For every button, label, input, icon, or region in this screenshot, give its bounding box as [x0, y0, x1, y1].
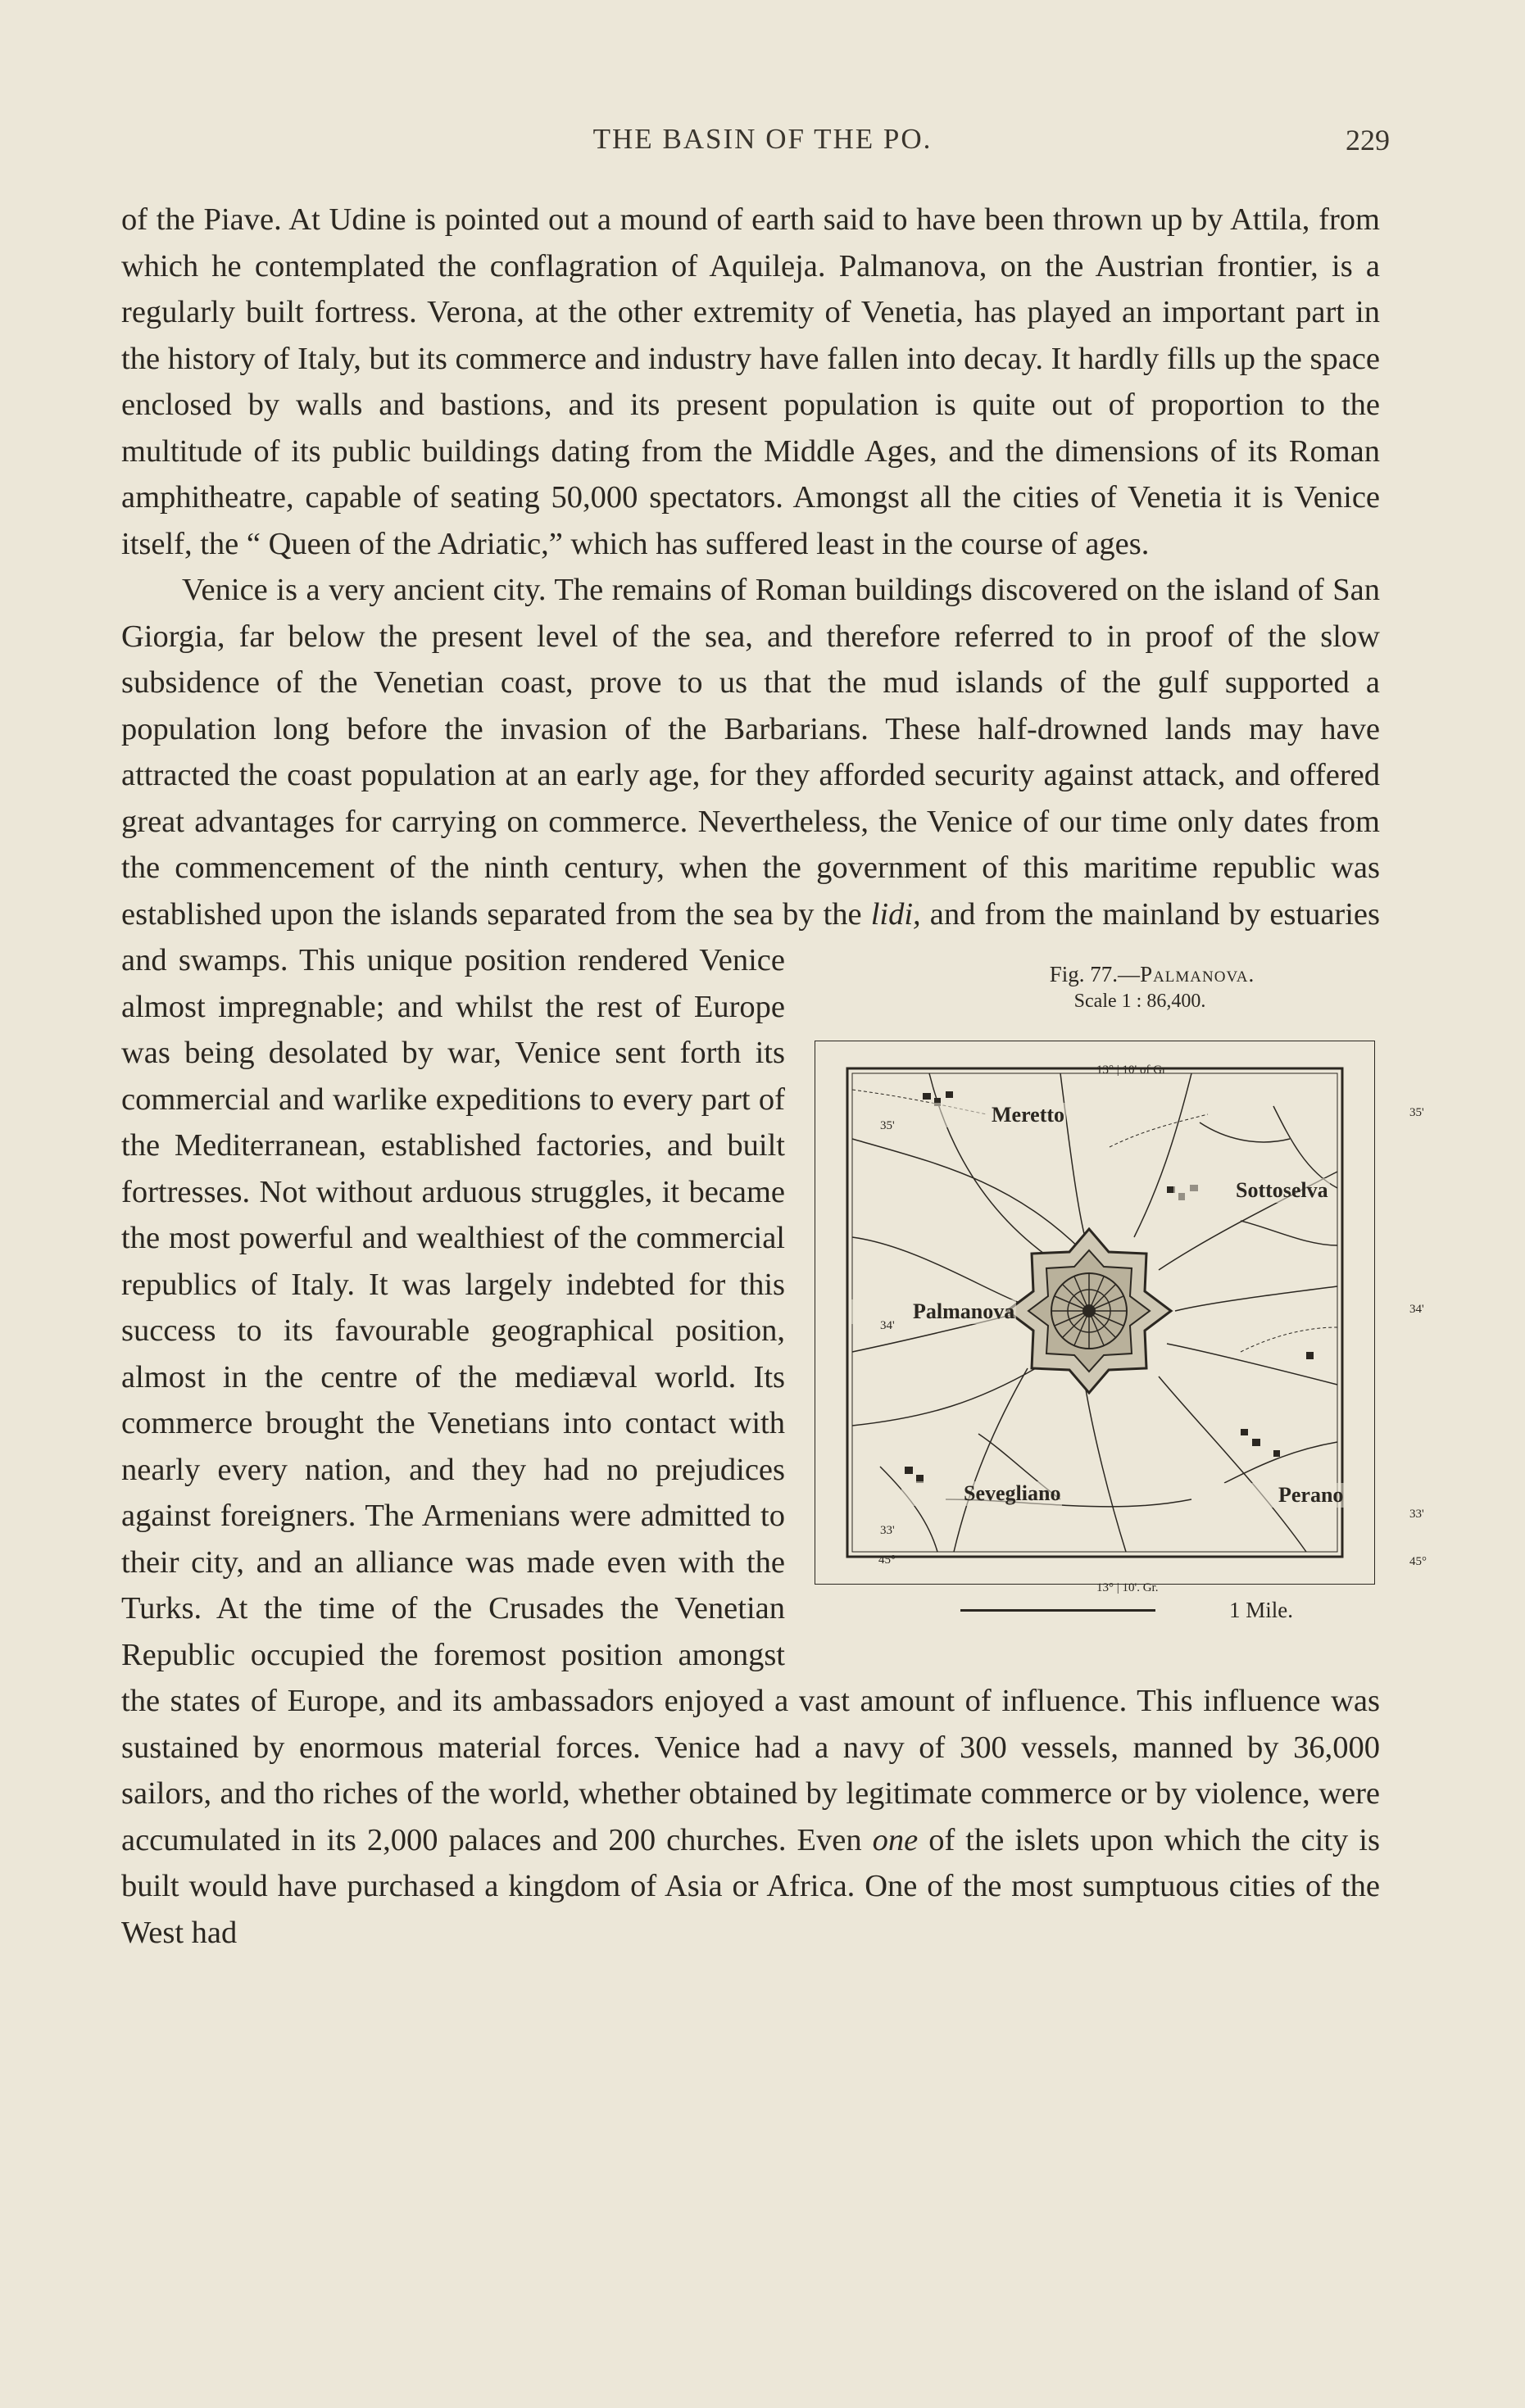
body-text [121, 197, 1427, 1956]
tick-left-low: 33' [880, 1524, 895, 1537]
page-number: 229 [1346, 124, 1390, 156]
tick-left-mid: 34' [880, 1319, 895, 1332]
italic-one: one [872, 1822, 919, 1857]
tick-right-top: 35' [1409, 1106, 1424, 1119]
tick-right-mid: 34' [1409, 1303, 1424, 1316]
figure-caption [864, 960, 1380, 988]
figure-title: Palmanova. [1140, 962, 1255, 986]
fortress-palmanova [1007, 1229, 1171, 1393]
place-meretto: Meretto [929, 1103, 1066, 1127]
map-palmanova [815, 1041, 1427, 1594]
figure-number: Fig. 77.— [1049, 962, 1141, 986]
page-header [0, 123, 1525, 164]
scale-bar-line [960, 1609, 1155, 1612]
tick-top: 13° | 10' of Gr [1096, 1063, 1167, 1077]
paragraph-1: of the Piave. At Udine is pointed out a mound of earth said to have been thrown up by Attila, from which he contemplated the conflagration of Aquileja. Palmanova, on the Austrian frontier, is a regularly built fortress. Verona, at the other extremity of Venetia, has played an important part in the history of Italy, but its commerce and industry have fallen into decay. It hardly fills up the space enclosed by walls and bastions, and its present population is quite out of proportion to the multitude of its public buildings dating from the Middle Ages, and the dimensions of its Roman amphitheatre, capable of seating 50,000 spectators. Amongst all the cities of Venetia it is Venice itself, the “ Queen of the Adriatic,” which has suffered least in the course of ages. [121, 202, 1380, 561]
scale-bar-label: 1 Mile. [1229, 1598, 1293, 1622]
place-perano: Perano [1216, 1483, 1345, 1508]
paragraph-2-part-b: and from the mainland by estuaries and swamps. This unique position rendered Venice almost impregnable; and whilst the rest of Europe was being desolated by war, Venice sent forth its commercial and warlike expeditions to every part of the Mediterranean, established factories, and built fortresses. Not without arduous struggles, it became the most powerful and wealthiest of the commercial republics of Italy. It was largely indebted for this success to its favourable geographical position, almost in the centre of the mediæval world. Its commerce brought the Venetians into contact with nearly every nation, and they had no prejudices against foreigners. The Armenians were admitted to their city, and an alliance was made even with the Turks. At the time of the Crusades the Venetian Republic occupied the foremost position amongst the states of Europe, and its ambassadors enjoyed a vast amount of influence. This influence was sustained by enormous material forces. Venice had a navy of 300 vessels, manned by 36,000 sailors, and tho riches of the world, whether obtained by legitimate commerce or by violence, were accumulated in its 2,000 palaces and 200 churches. Even [121, 896, 1381, 1857]
paragraph-2 [121, 567, 1427, 1956]
tick-left-bottom: 45° [878, 1553, 896, 1567]
paragraph-2-part-c: of the islets upon which the city is built would have purchased a kingdom of Asia or Africa. One of the most sumptuous cities of the West had [121, 1822, 1380, 1950]
tick-right-bottom: 45° [1409, 1555, 1427, 1568]
italic-lidi: lidi, [870, 896, 921, 932]
tick-bottom: 13° | 10'. Gr. [1096, 1581, 1159, 1594]
place-palmanova: Palmanova [851, 1299, 1016, 1324]
running-head: THE BASIN OF THE PO. [592, 123, 933, 155]
tick-left-top: 35' [880, 1119, 895, 1132]
paragraph-2-part-a: Venice is a very ancient city. The remains of Roman buildings discovered on the island of San Giorgia, far below the present level of the sea, and therefore referred to in proof of the slow subsidence of the Venetian coast, prove to us that the mud islands of the gulf supported a population long before the invasion of the Barbarians. These half-drowned lands may have attracted the coast population at an early age, for they afforded security against attack, and offered great advantages for carrying on commerce. Nevertheless, the Venice of our time only dates from the commencement of the ninth century, when the government of this maritime republic was established upon the islands separated from the sea by the [121, 573, 1380, 932]
tick-right-low: 33' [1409, 1508, 1424, 1521]
figure-palmanova [815, 960, 1427, 1675]
scale-bar [960, 1598, 1370, 1622]
place-sottoselva: Sottoselva [1173, 1178, 1330, 1203]
figure-scale: Scale 1 : 86,400. [1073, 991, 1206, 1012]
place-sevegliano: Sevegliano [901, 1481, 1062, 1506]
